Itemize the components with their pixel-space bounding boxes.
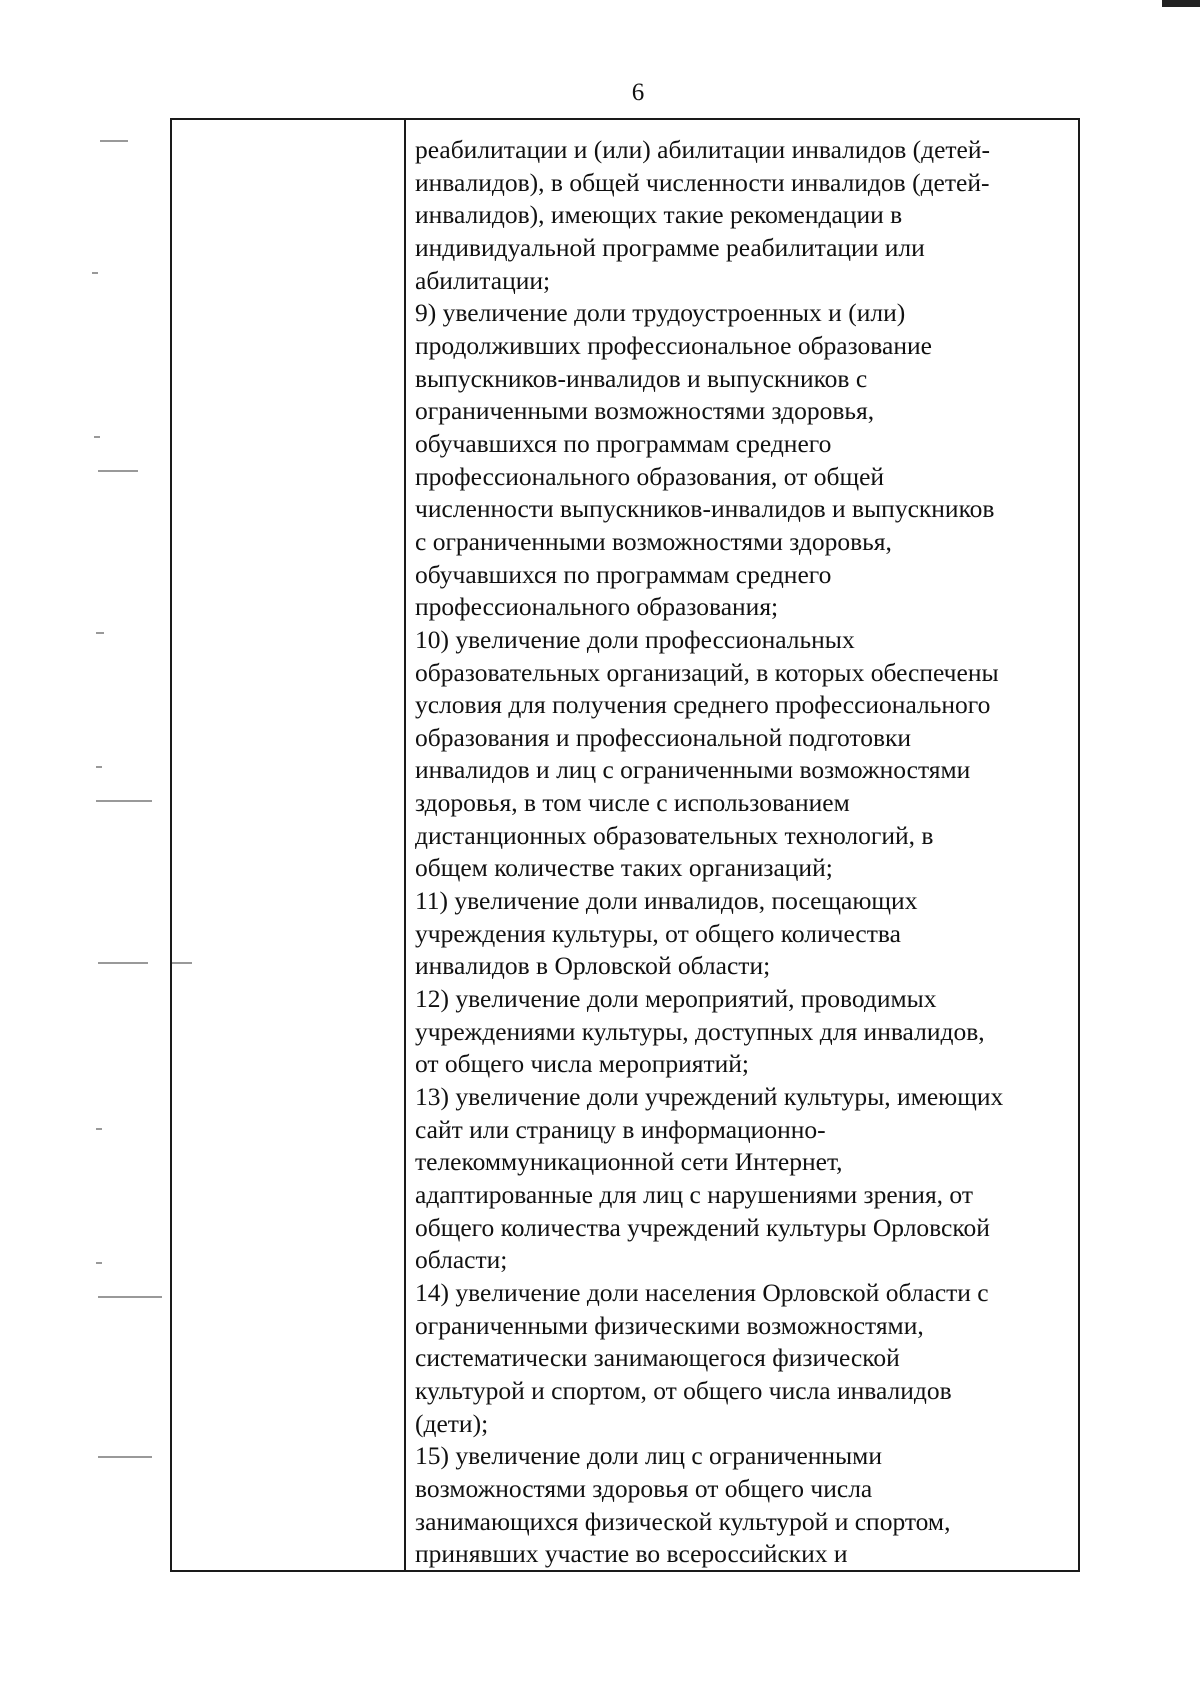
text-line: занимающихся физической культурой и спортом, — [415, 1506, 951, 1536]
text-line: телекоммуникационной сети Интернет, — [415, 1147, 843, 1177]
scan-margin-mark — [98, 962, 148, 964]
text-line: условия для получения среднего профессионального — [415, 690, 991, 720]
scan-margin-mark — [98, 1456, 152, 1458]
table-column-divider — [404, 120, 406, 1570]
text-line: численности выпускников-инвалидов и выпускников — [415, 494, 995, 524]
scan-margin-mark — [94, 436, 100, 438]
table-right-cell — [408, 120, 1078, 1570]
scan-margin-mark — [96, 1128, 102, 1130]
text-line: 15) увеличение доли лиц с ограниченными — [415, 1441, 882, 1471]
table-left-cell — [172, 120, 404, 1570]
page-number: 6 — [631, 79, 645, 106]
text-line: инвалидов в Орловской области; — [415, 951, 771, 981]
text-line: принявших участие во всероссийских и — [415, 1539, 848, 1569]
text-line: общем количестве таких организаций; — [415, 853, 833, 883]
text-line: сайт или страницу в информационно- — [415, 1114, 826, 1144]
text-line: адаптированные для лиц с нарушениями зрения, от — [415, 1180, 973, 1209]
text-line: образования и профессиональной подготовки — [415, 722, 912, 752]
text-line: (дети); — [415, 1408, 489, 1438]
text-line: области; — [415, 1245, 508, 1275]
text-line: общего количества учреждений культуры Орловской — [415, 1212, 990, 1242]
text-line: от общего числа мероприятий; — [415, 1049, 750, 1079]
scan-margin-mark — [98, 1296, 162, 1298]
text-line: учреждения культуры, от общего количества — [415, 918, 901, 948]
text-line: ограниченными физическими возможностями, — [415, 1310, 924, 1340]
text-line: 13) увеличение доли учреждений культуры, имеющих — [415, 1082, 1004, 1112]
text-line: 10) увеличение доли профессиональных — [415, 624, 855, 654]
text-line: учреждениями культуры, доступных для инвалидов, — [415, 1016, 985, 1046]
text-line: инвалидов), в общей численности инвалидов (детей- — [415, 167, 990, 197]
scan-margin-mark — [100, 140, 128, 142]
text-line: культурой и спортом, от общего числа инвалидов — [415, 1375, 952, 1405]
text-line: реабилитации и (или) абилитации инвалидов (детей- — [415, 135, 991, 164]
text-line: индивидуальной программе реабилитации или — [415, 232, 925, 262]
document-table — [170, 118, 1080, 1572]
text-line: выпускников-инвалидов и выпускников с — [415, 363, 868, 393]
text-line: здоровья, в том числе с использованием — [415, 788, 850, 818]
text-line: 14) увеличение доли населения Орловской области с — [415, 1277, 989, 1307]
text-line: дистанционных образовательных технологий, в — [415, 820, 934, 850]
text-line: 9) увеличение доли трудоустроенных и (или) — [415, 298, 906, 328]
text-line: систематически занимающегося физической — [415, 1343, 900, 1373]
scan-margin-mark — [98, 470, 138, 472]
text-line: обучавшихся по программам среднего — [415, 428, 832, 458]
text-line: образовательных организаций, в которых обеспечены — [415, 657, 999, 687]
text-line: абилитации; — [415, 265, 551, 295]
scan-margin-mark — [96, 800, 152, 802]
scan-margin-mark — [96, 632, 104, 634]
scan-margin-mark — [96, 766, 102, 768]
scan-corner-mark — [1162, 0, 1200, 7]
text-line: обучавшихся по программам среднего — [415, 559, 832, 589]
text-line: инвалидов и лиц с ограниченными возможностями — [415, 755, 971, 785]
text-line: с ограниченными возможностями здоровья, — [415, 526, 892, 556]
text-line: профессионального образования, от общей — [415, 461, 885, 491]
scan-margin-mark — [96, 1262, 102, 1264]
text-line: профессионального образования; — [415, 592, 779, 622]
text-line: ограниченными возможностями здоровья, — [415, 396, 875, 426]
text-line: инвалидов), имеющих такие рекомендации в — [415, 200, 903, 230]
text-line: 12) увеличение доли мероприятий, проводимых — [415, 984, 937, 1014]
text-line: возможностями здоровья от общего числа — [415, 1473, 873, 1503]
text-line: продолживших профессиональное образование — [415, 330, 932, 360]
text-line: 11) увеличение доли инвалидов, посещающих — [415, 886, 918, 916]
scan-margin-mark — [92, 272, 98, 274]
